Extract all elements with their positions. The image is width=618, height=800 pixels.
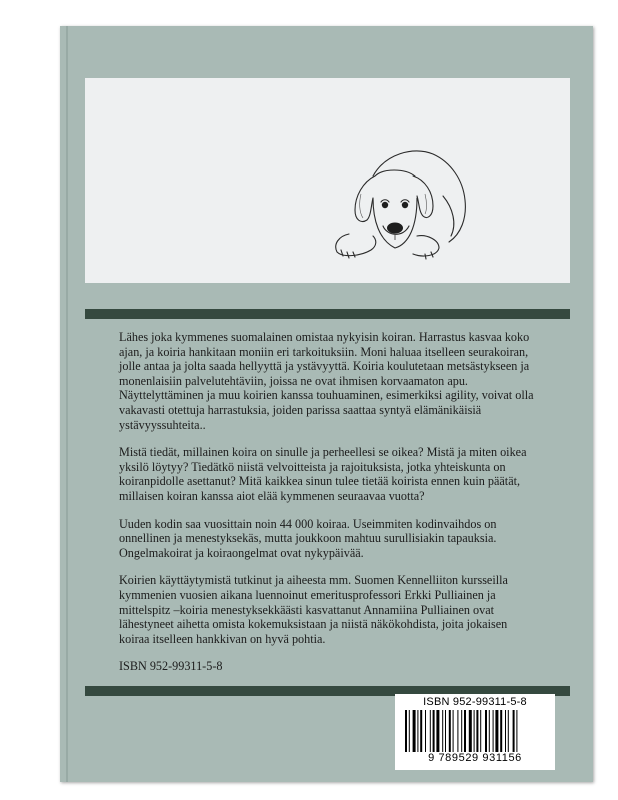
blurb-text (119, 330, 539, 687)
divider-band-top (85, 309, 570, 319)
barcode-isbn: ISBN 952-99311-5-8 (423, 696, 527, 708)
puppy-illustration (325, 136, 475, 266)
blurb-paragraph: Koirien käyttäytymistä tutkinut ja aiheesta mm. Suomen Kennelliiton kursseilla kymmenien vuosien aikana luennoinut emeritusprofessori Erkki Pulliainen ja mittelspitz –koiria menestyksekkäästi kasvattanut Annamiina Pulliainen ovat lähestyneet aihetta omista kokemuksistaan ja niistä näkökohdista, joita jokaisen koiraa itselleen hankkivan on hyvä pohtia. (119, 573, 508, 646)
spine-edge (66, 26, 68, 782)
barcode-digits: 9 789529 931156 (428, 752, 522, 764)
back-cover (60, 26, 593, 782)
blurb-paragraph: Uuden kodin saa vuosittain noin 44 000 koiraa. Useimmiten kodinvaihdos on onnellinen ja menestyksekäs, mutta joukkoon mahtuu surullisiakin tapauksia. Ongelmakoirat ja koiraongelmat ovat nykypäivää. (119, 516, 497, 560)
blurb-paragraph: Lähes joka kymmenes suomalainen omistaa nykyisin koiran. Harrastus kasvaa koko ajan, ja koiria hankitaan moniin eri tarkoituksiin. Moni haluaa itselleen seurakoiran, jolle antaa ja jolta saada hellyyttä ja ystävyyttä. Koiria koulutetaan metsästykseen ja monenlaisiin palvelutehtäviin, joissa ne ovat ihmisen korvaamaton apu. Näyttelyttäminen ja muu koirien kanssa touhuaminen, esimerkiksi agility, voivat olla vakavasti otettuja harrastuksia, joiden parissa saattaa syntyä elämänikäisiä ystävyyssuhteita.. (119, 330, 534, 432)
blurb-paragraph: Mistä tiedät, millainen koira on sinulle ja perheellesi se oikea? Mistä ja miten oikea yksilö löytyy? Tiedätkö niistä velvoitteista ja rajoituksista, jotka yhteiskunta on koiranpidolle asettanut? Mitä kaikkea sinun tulee tietää koirista ennen kuin päätät, millaisen koiran kanssa aiot elää kymmenen seuraavaa vuotta? (119, 445, 527, 503)
barcode-label (395, 694, 555, 770)
isbn-text: ISBN 952-99311-5-8 (119, 659, 223, 674)
illustration-panel (85, 78, 570, 283)
barcode-bars (403, 710, 547, 752)
